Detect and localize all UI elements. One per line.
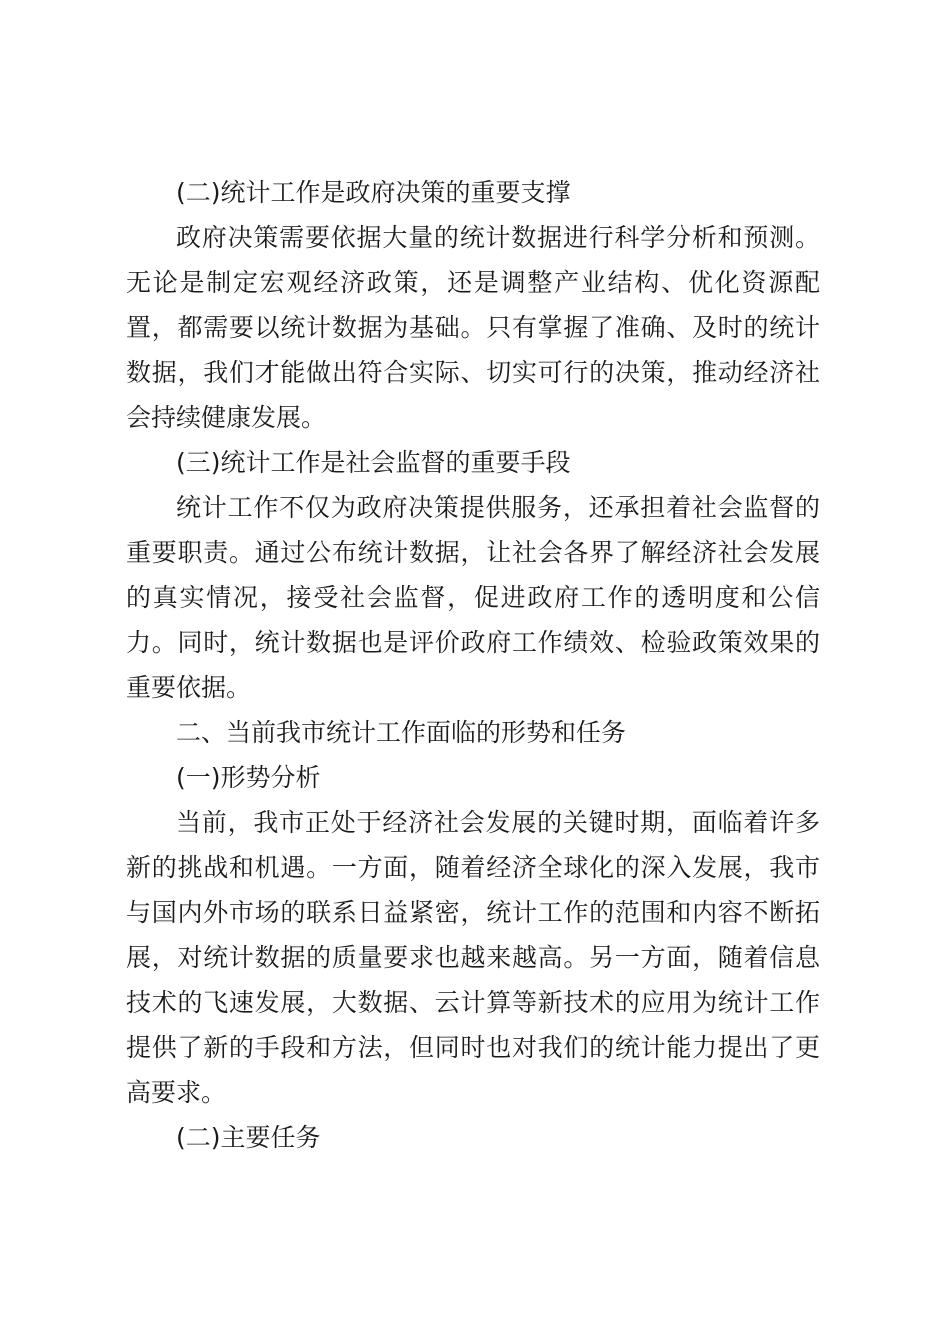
document-body (126, 170, 820, 1160)
subheading-gov-decision-support: (二)统计工作是政府决策的重要支撑 (176, 178, 571, 207)
paragraph-social-supervision: 统计工作不仅为政府决策提供服务，还承担着社会监督的重要职责。通过公布统计数据，让社会各界了解经济社会发展的真实情况，接受社会监督，促进政府工作的透明度和公信力。同时，统计数据也是评价政府工作绩效、检验政策效果的重要依据。 (126, 493, 820, 702)
subheading-situation-analysis: (一)形势分析 (176, 763, 321, 792)
subheading-main-tasks: (二)主要任务 (176, 1123, 321, 1152)
paragraph-situation-analysis: 当前，我市正处于经济社会发展的关键时期，面临着许多新的挑战和机遇。一方面，随着经济全球化的深入发展，我市与国内外市场的联系日益紧密，统计工作的范围和内容不断拓展，对统计数据的质量要求也越来越高。另一方面，随着信息技术的飞速发展，大数据、云计算等新技术的应用为统计工作提供了新的手段和方法，但同时也对我们的统计能力提出了更高要求。 (126, 808, 820, 1107)
paragraph-gov-decision: 政府决策需要依据大量的统计数据进行科学分析和预测。无论是制定宏观经济政策，还是调整产业结构、优化资源配置，都需要以统计数据为基础。只有掌握了准确、及时的统计数据，我们才能做出符合实际、切实可行的决策，推动经济社会持续健康发展。 (126, 223, 820, 432)
subheading-social-supervision: (三)统计工作是社会监督的重要手段 (176, 448, 571, 477)
section-heading-situation-and-tasks: 二、当前我市统计工作面临的形势和任务 (176, 718, 627, 747)
